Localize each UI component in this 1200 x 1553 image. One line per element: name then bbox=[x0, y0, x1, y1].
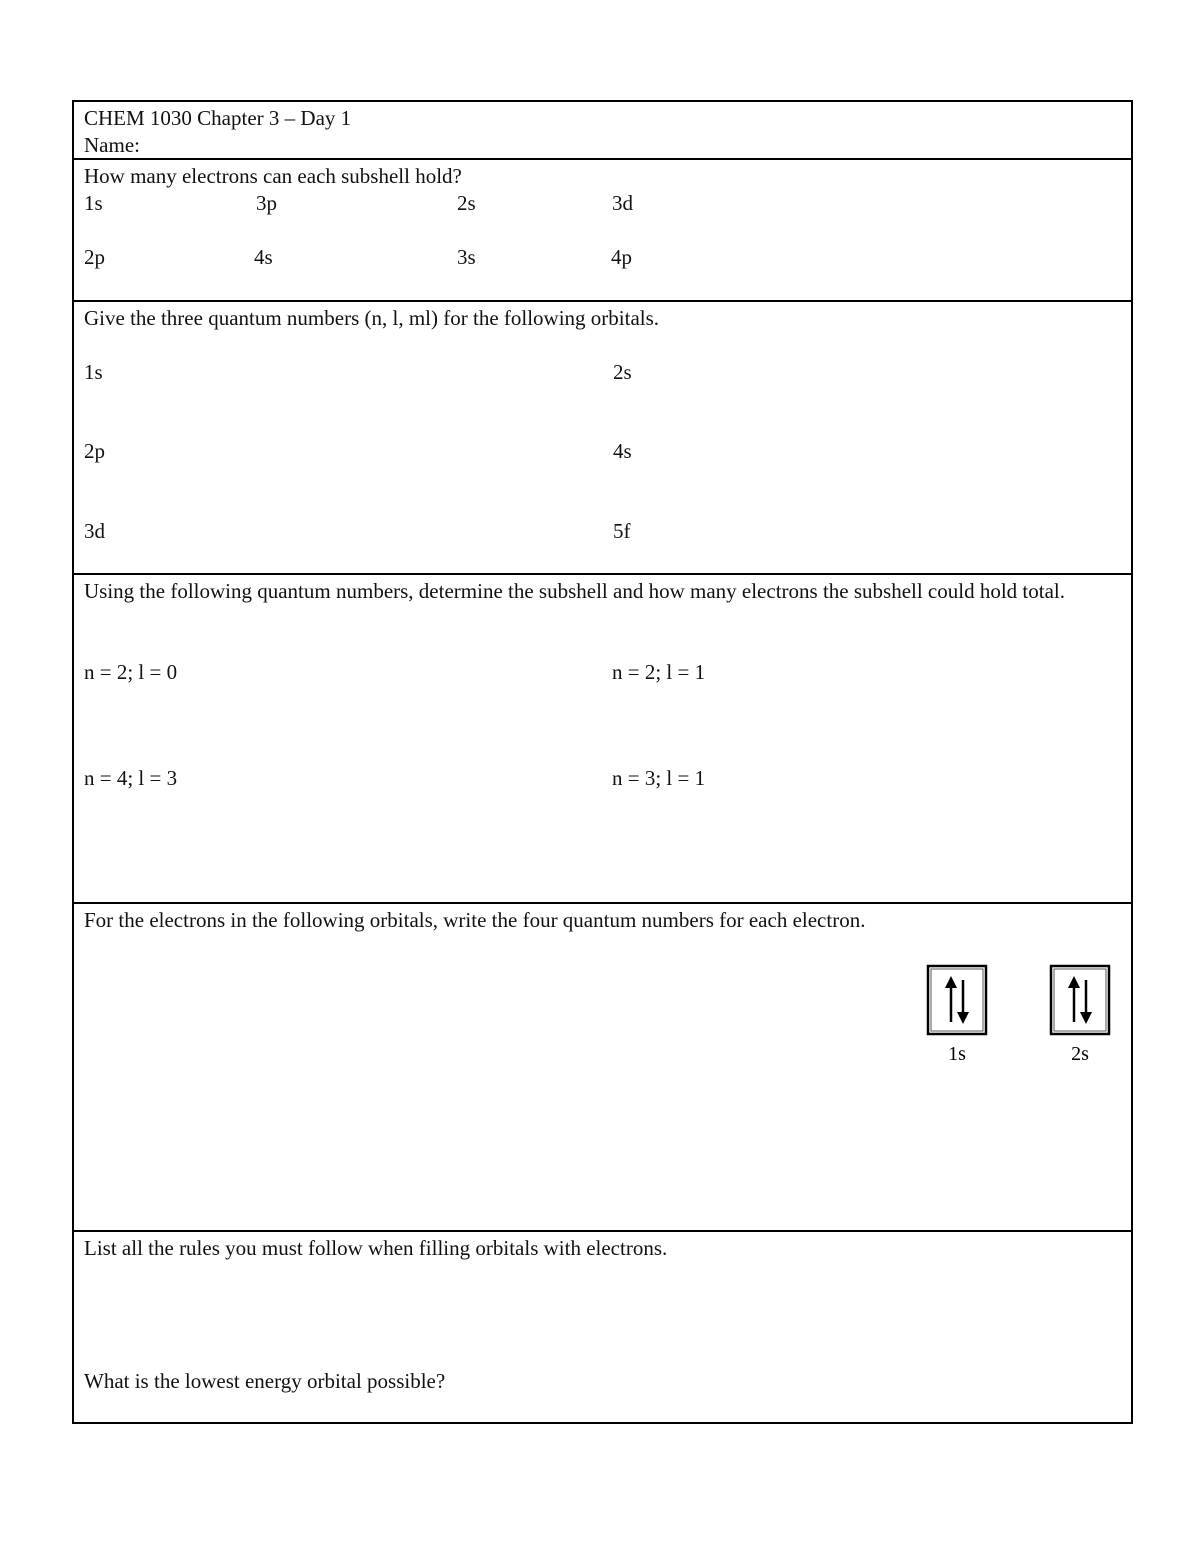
capacity-question bbox=[74, 158, 1131, 300]
subshell-item: 3s bbox=[457, 245, 476, 269]
orbital-item: 4s bbox=[613, 439, 632, 463]
quantum-set-item: n = 2; l = 1 bbox=[612, 660, 706, 684]
subshell-question bbox=[74, 573, 1131, 902]
subshell-item: 2p bbox=[84, 245, 105, 269]
subshell-item: 2s bbox=[457, 191, 476, 215]
subshell-item: 3p bbox=[256, 191, 277, 215]
rules-question bbox=[74, 1230, 1131, 1422]
orbital-diagram bbox=[916, 960, 1116, 1072]
worksheet-title: CHEM 1030 Chapter 3 – Day 1 bbox=[84, 106, 352, 130]
subshell-item: 3d bbox=[612, 191, 633, 215]
quantum-set-item: n = 3; l = 1 bbox=[612, 766, 706, 790]
qn3-prompt: Give the three quantum numbers (n, l, ml) for the following orbitals. bbox=[84, 306, 660, 330]
header-section bbox=[74, 102, 1131, 158]
capacity-prompt: How many electrons can each subshell hold? bbox=[84, 164, 462, 188]
orbital-item: 3d bbox=[84, 519, 105, 543]
subshell-item: 1s bbox=[84, 191, 103, 215]
four-quantum-numbers-question bbox=[74, 902, 1131, 1230]
subshell-item: 4p bbox=[611, 245, 632, 269]
subshell-prompt: Using the following quantum numbers, determine the subshell and how many electrons the subshell could hold total. bbox=[84, 579, 1065, 603]
orbital-item: 2p bbox=[84, 439, 105, 463]
quantum-set-item: n = 2; l = 0 bbox=[84, 660, 178, 684]
rules-prompt: List all the rules you must follow when filling orbitals with electrons. bbox=[84, 1236, 668, 1260]
orbital-label: 2s bbox=[1071, 1043, 1089, 1065]
qn4-prompt: For the electrons in the following orbitals, write the four quantum numbers for each electron. bbox=[84, 908, 866, 932]
orbital-box-1s bbox=[928, 966, 986, 1034]
lowest-energy-prompt: What is the lowest energy orbital possible? bbox=[84, 1369, 446, 1393]
name-label: Name: bbox=[84, 133, 140, 157]
worksheet-table bbox=[72, 100, 1133, 1424]
orbital-label: 1s bbox=[948, 1043, 966, 1065]
orbital-item: 2s bbox=[613, 360, 632, 384]
orbital-item: 1s bbox=[84, 360, 103, 384]
quantum-set-item: n = 4; l = 3 bbox=[84, 766, 178, 790]
subshell-item: 4s bbox=[254, 245, 273, 269]
orbital-box-2s bbox=[1051, 966, 1109, 1034]
orbital-item: 5f bbox=[613, 519, 631, 543]
three-quantum-numbers-question bbox=[74, 300, 1131, 573]
